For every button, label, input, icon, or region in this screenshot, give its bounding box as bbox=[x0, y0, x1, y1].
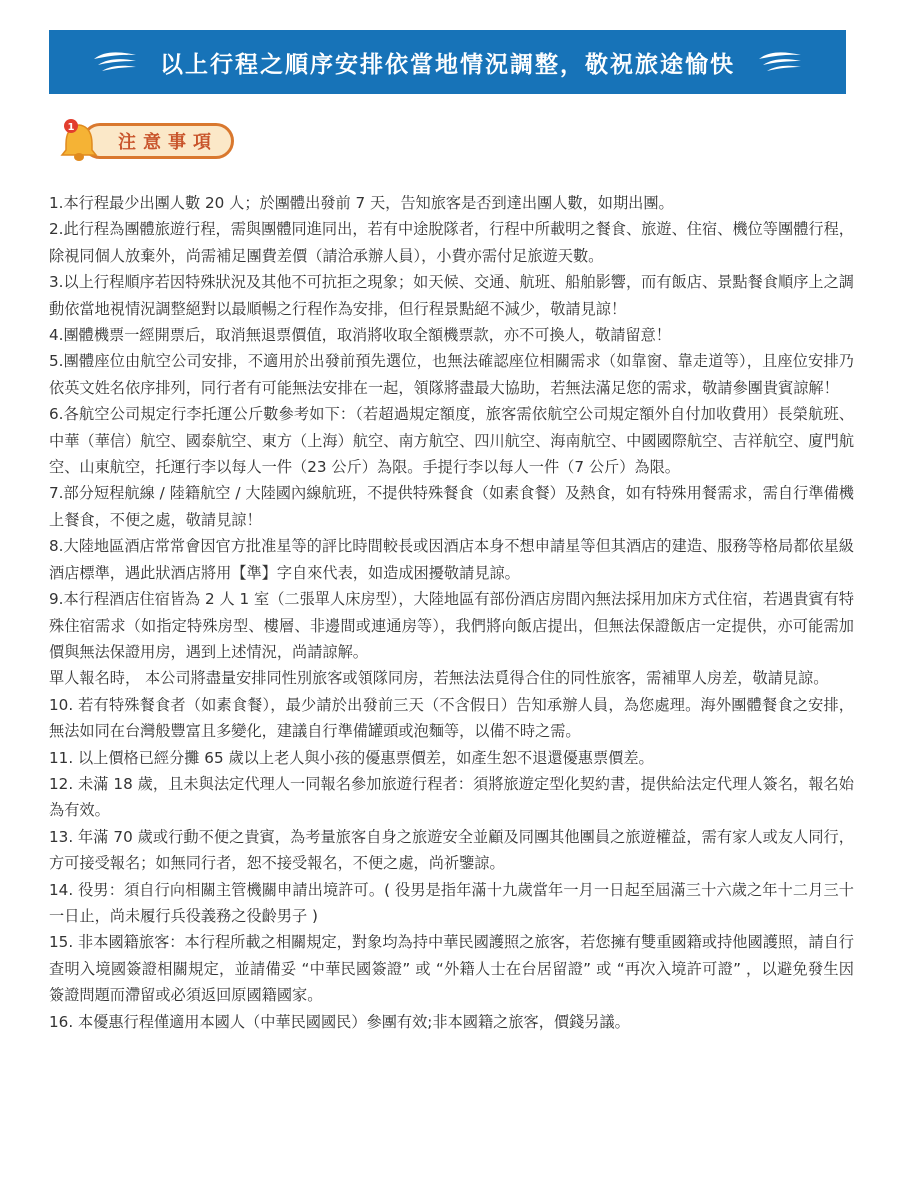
bell-badge-count: 1 bbox=[67, 122, 75, 133]
bell-icon bbox=[58, 117, 104, 165]
list-item: 單人報名時， 本公司將盡量安排同性別旅客或領隊同房，若無法法覓得合住的同性旅客，需補單人房差，敬請見諒。 bbox=[49, 669, 829, 688]
list-item: 15. 非本國籍旅客：本行程所載之相關規定，對象均為持中華民國護照之旅客，若您擁有雙重國籍或持他國護照，請自行查明入境國簽證相關規定，並請備妥 “中華民國簽證” 或 “外籍人士在台居留證” 或 “再次入境許可證” ，以避免發生因簽證問題而滯留或必須返回原國籍國家。 bbox=[49, 933, 854, 1005]
list-item: 13. 年滿 70 歲或行動不便之貴賓，為考量旅客自身之旅遊安全並顧及同團其他團員之旅遊權益，需有家人或友人同行，方可接受報名；如無同行者，恕不接受報名，不便之處，尚祈鑒諒。 bbox=[49, 827, 854, 873]
wave-icon bbox=[757, 50, 803, 74]
notice-pill bbox=[82, 123, 234, 159]
notice-badge bbox=[58, 115, 238, 167]
list-item: 2.此行程為團體旅遊行程，需與團體同進同出，若有中途脫隊者，行程中所載明之餐食、旅遊、住宿、機位等團體行程，除視同個人放棄外，尚需補足團費差價（請洽承辦人員），小費亦需付足旅遊天數。 bbox=[49, 220, 854, 265]
list-item: 12. 未滿 18 歲，且未與法定代理人一同報名參加旅遊行程者：須將旅遊定型化契約書，提供給法定代理人簽名，報名始為有效。 bbox=[49, 774, 854, 820]
wave-icon bbox=[92, 50, 138, 74]
list-item: 16. 本優惠行程僅適用本國人（中華民國國民）參團有效;非本國籍之旅客，價錢另議。 bbox=[49, 1012, 630, 1031]
list-item: 7.部分短程航線 / 陸籍航空 / 大陸國內線航班，不提供特殊餐食（如素食餐）及熱食，如有特殊用餐需求，需自行準備機上餐食，不便之處，敬請見諒！ bbox=[49, 484, 854, 529]
list-item: 10. 若有特殊餐食者（如素食餐），最少請於出發前三天（不含假日）告知承辦人員，為您處理。海外團體餐食之安排，無法如同在台灣般豐富且多變化，建議自行準備罐頭或泡麵等，以備不時之需。 bbox=[49, 695, 854, 741]
terms-list bbox=[49, 190, 854, 1035]
list-item: 3.以上行程順序若因特殊狀況及其他不可抗拒之現象；如天候、交通、航班、船舶影響，而有飯店、景點餐食順序上之調動依當地視情況調整絕對以最順暢之行程作為安排，但行程景點絕不減少，敬請見諒！ bbox=[49, 273, 854, 318]
list-item: 11. 以上價格已經分攤 65 歲以上老人與小孩的優惠票價差，如產生恕不退還優惠票價差。 bbox=[49, 748, 654, 767]
list-item: 1.本行程最少出團人數 20 人；於團體出發前 7 天，告知旅客是否到達出團人數，如期出團。 bbox=[49, 194, 674, 212]
list-item: 8.大陸地區酒店常常會因官方批准星等的評比時間較長或因酒店本身不想申請星等但其酒店的建造、服務等格局都依星級酒店標準，遇此狀酒店將用【準】字自來代表，如造成困擾敬請見諒。 bbox=[49, 537, 854, 582]
list-item: 4.團體機票一經開票后，取消無退票價值，取消將收取全額機票款，亦不可換人，敬請留意！ bbox=[49, 326, 671, 345]
list-item: 14. 役男：須自行向相關主管機關申請出境許可。( 役男是指年滿十九歲當年一月一日起至屆滿三十六歲之年十二月三十一日止，尚未履行兵役義務之役齡男子 ) bbox=[49, 880, 854, 925]
list-item: 6.各航空公司規定行李托運公斤數參考如下：（若超過規定額度，旅客需依航空公司規定額外自付加收費用）長榮航班、中華（華信）航空、國泰航空、東方（上海）航空、南方航空、四川航空、海南航空、中國國際航空、吉祥航空、廈門航空、山東航空，托運行李以每人一件（23 公斤）為限。手提行李以每人一件（7 公斤）為限。 bbox=[49, 405, 854, 477]
notice-heading: 注意事項 bbox=[118, 132, 218, 153]
list-item: 9.本行程酒店住宿皆為 2 人 1 室（二張單人床房型），大陸地區有部份酒店房間內無法採用加床方式住宿，若遇貴賓有特殊住宿需求（如指定特殊房型、樓層、非邊間或連通房等），我們將向飯店提出，但無法保證飯店一定提供，亦可能需加價與無法保證用房，遇到上述情況，尚請諒解。 bbox=[49, 590, 854, 661]
header-banner bbox=[49, 30, 846, 94]
banner-title: 以上行程之順序安排依當地情況調整，敬祝旅途愉快 bbox=[160, 51, 735, 78]
list-item: 5.團體座位由航空公司安排，不適用於出發前預先選位，也無法確認座位相關需求（如靠窗、靠走道等），且座位安排乃依英文姓名依序排列，同行者有可能無法安排在一起，領隊將盡最大協助，若無法滿足您的需求，敬請參團貴賓諒解！ bbox=[49, 352, 854, 397]
